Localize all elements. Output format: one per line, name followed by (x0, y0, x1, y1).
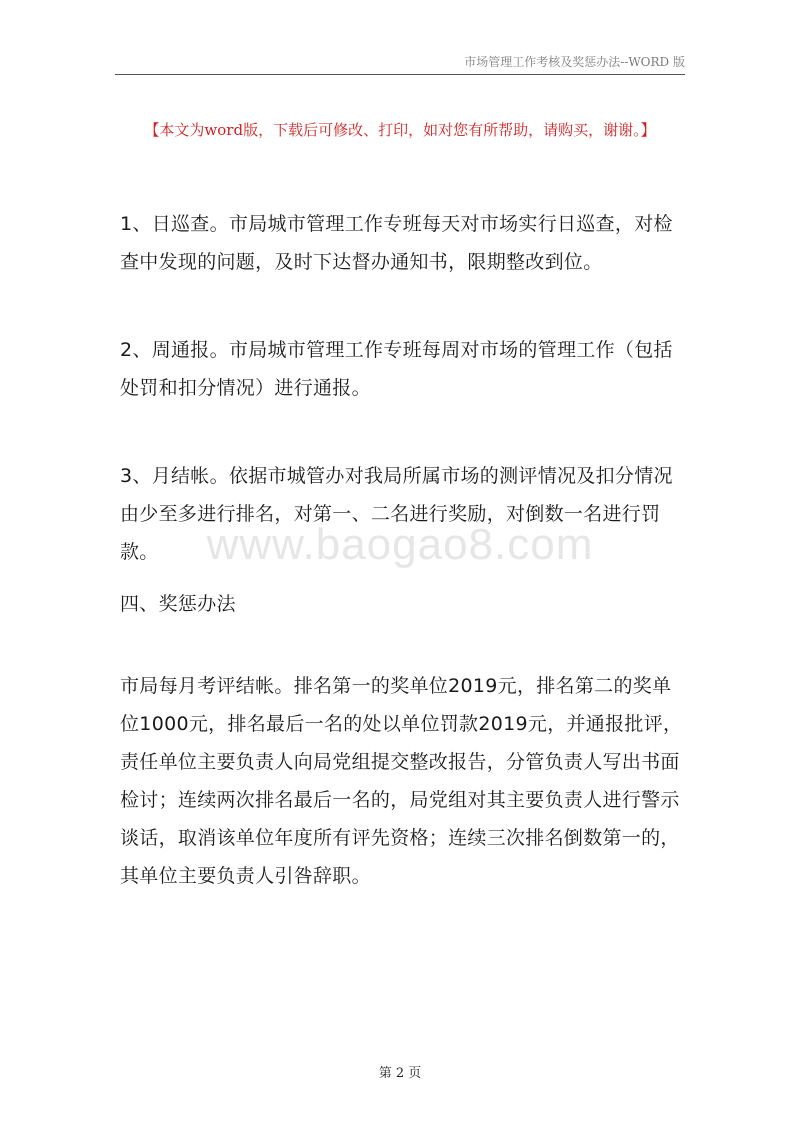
purchase-notice: 【本文为word版，下载后可修改、打印，如对您有所帮助，请购买，谢谢。】 (144, 121, 656, 139)
paragraph-monthly-settlement: 3、月结帐。依据市城管办对我局所属市场的测评情况及扣分情况由少至多进行排名，对第一、二名进行奖励，对倒数一名进行罚款。 (120, 465, 673, 563)
paragraph-rewards-penalties: 市局每月考评结帐。排名第一的奖单位2019元，排名第二的奖单位1000元，排名最后一名的处以单位罚款2019元，并通报批评，责任单位主要负责人向局党组提交整改报告，分管负责人写出书面检讨；连续两次排名最后一名的，局党组对其主要负责人进行警示谈话，取消该单位年度所有评先资格；连续三次排名倒数第一的，其单位主要负责人引咎辞职。 (120, 675, 683, 887)
page-number: 第 2 页 (378, 1066, 422, 1081)
section-heading: 四、奖惩办法 (120, 593, 236, 615)
paragraph-daily-inspection: 1、日巡查。市局城市管理工作专班每天对市场实行日巡查，对检查中发现的问题，及时下达督办通知书，限期整改到位。 (120, 213, 673, 273)
running-header: 市场管理工作考核及奖惩办法--WORD 版 (464, 55, 685, 69)
paragraph-weekly-report: 2、周通报。市局城市管理工作专班每周对市场的管理工作（包括处罚和扣分情况）进行通报。 (120, 339, 673, 399)
header-divider (115, 74, 685, 75)
watermark: www.baogao8.com (206, 520, 594, 569)
